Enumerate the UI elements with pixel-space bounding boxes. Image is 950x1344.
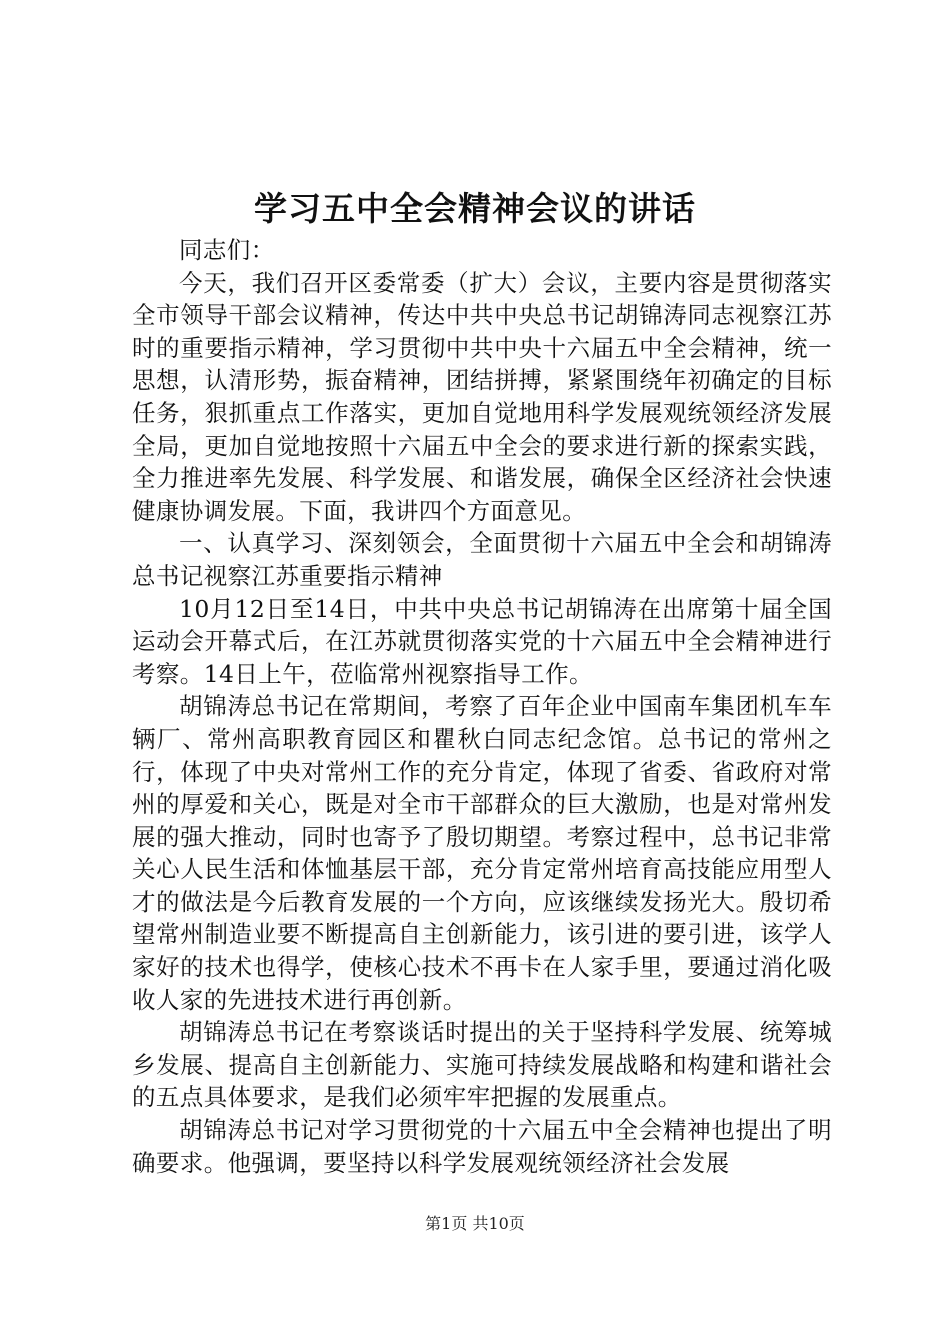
paragraph-five-requirements: 胡锦涛总书记在考察谈话时提出的关于坚持科学发展、统筹城乡发展、提高自主创新能力、实施可持续发展战略和构建和谐社会的五点具体要求，是我们必须牢牢把握的发展重点。	[132, 1018, 832, 1112]
paragraph-inspection-dates: 10月12日至14日，中共中央总书记胡锦涛在出席第十届全国运动会开幕式后，在江苏就贯彻落实党的十六届五中全会精神进行考察。14日上午，莅临常州视察指导工作。	[132, 594, 832, 688]
document-body	[132, 234, 832, 1179]
document-title: 学习五中全会精神会议的讲话	[254, 189, 696, 228]
paragraph-inspection-details: 胡锦涛总书记在常期间，考察了百年企业中国南车集团机车车辆厂、常州高职教育园区和瞿秋白同志纪念馆。总书记的常州之行，体现了中央对常州工作的充分肯定，体现了省委、省政府对常州的厚爱和关心，既是对全市干部群众的巨大激励，也是对常州发展的强大推动，同时也寄予了殷切期望。考察过程中，总书记非常关心人民生活和体恤基层干部，充分肯定常州培育高技能应用型人才的做法是今后教育发展的一个方向，应该继续发扬光大。殷切希望常州制造业要不断提高自主创新能力，该引进的要引进，该学人家好的技术也得学，使核心技术不再卡在人家手里，要通过消化吸收人家的先进技术进行再创新。	[132, 692, 832, 1014]
section-heading-1: 一、认真学习、深刻领会，全面贯彻十六届五中全会和胡锦涛总书记视察江苏重要指示精神	[132, 529, 832, 590]
paragraph-intro: 今天，我们召开区委常委（扩大）会议，主要内容是贯彻落实全市领导干部会议精神，传达中共中央总书记胡锦涛同志视察江苏时的重要指示精神，学习贯彻中共中央十六届五中全会精神，统一思想，认清形势，振奋精神，团结拼搏，紧紧围绕年初确定的目标任务，狠抓重点工作落实，更加自觉地用科学发展观统领经济发展全局，更加自觉地按照十六届五中全会的要求进行新的探索实践，全力推进率先发展、科学发展、和谐发展，确保全区经济社会快速健康协调发展。下面，我讲四个方面意见。	[132, 268, 832, 525]
page-footer: 第1页 共10页	[425, 1214, 525, 1233]
paragraph-study-requirements: 胡锦涛总书记对学习贯彻党的十六届五中全会精神也提出了明确要求。他强调，要坚持以科学发展观统领经济社会发展	[132, 1116, 832, 1177]
salutation: 同志们：	[179, 236, 275, 264]
